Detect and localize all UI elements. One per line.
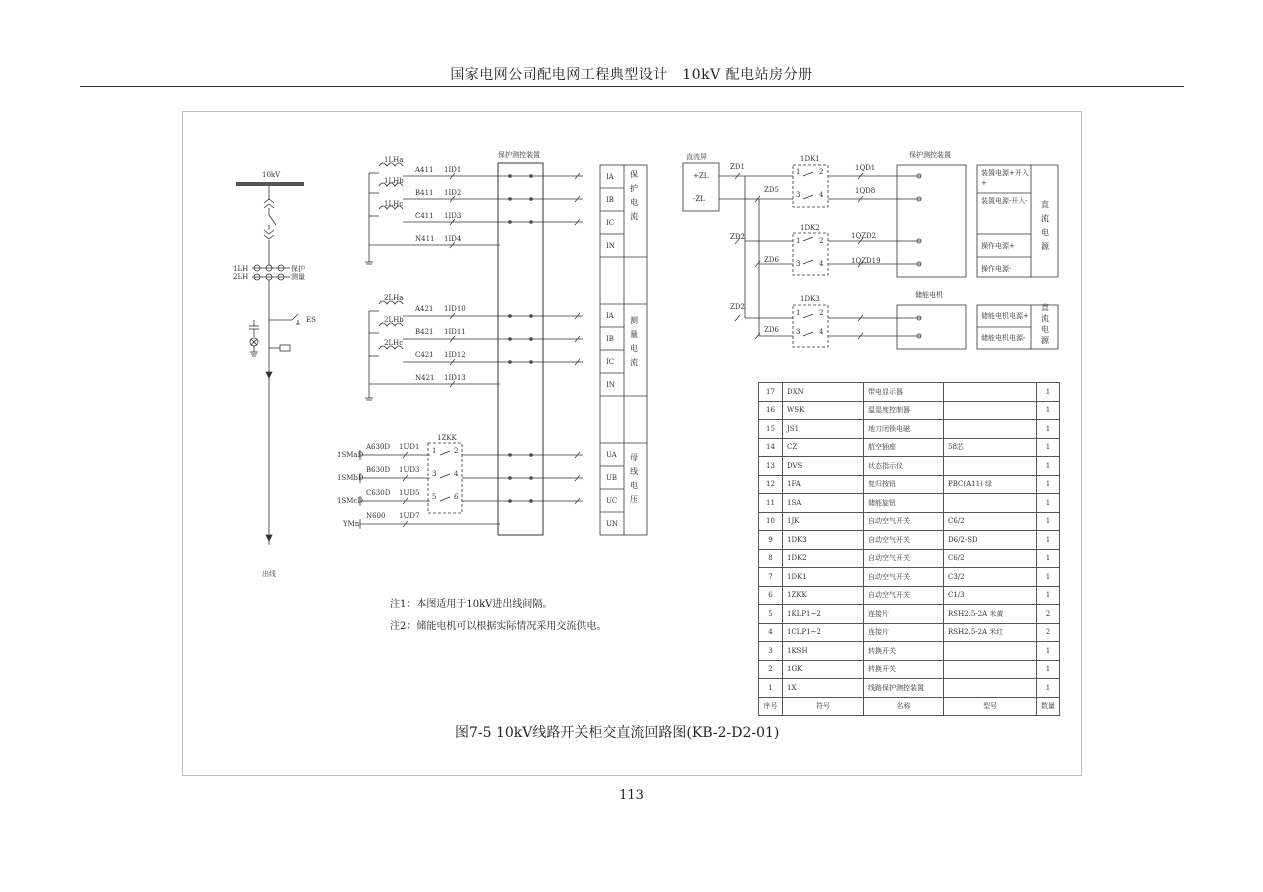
table-row <box>759 475 1060 494</box>
pin-label: 1 <box>796 168 801 176</box>
terminal-label: 1UD3 <box>399 466 420 474</box>
table-cell: 自动空气开关 <box>864 512 944 531</box>
breaker-label: 1DK2 <box>800 224 820 232</box>
document-header-title: 国家电网公司配电网工程典型设计 10kV 配电站房分册 <box>450 67 813 83</box>
sig-row: IB <box>606 196 614 204</box>
table-cell: 8 <box>759 549 783 568</box>
wire-label: C421 <box>415 351 434 359</box>
table-cell: 1 <box>1037 568 1060 587</box>
figure-caption: 图7-5 10kV线路开关柜交直流回路图(KB-2-D2-01) <box>455 725 780 741</box>
dc-device-label: 保护测控装置 <box>909 151 951 159</box>
table-row <box>759 660 1060 679</box>
dc-sig-row: 储能电机电源- <box>981 334 1026 342</box>
outgoing-label: 出线 <box>262 570 276 578</box>
table-cell: 1 <box>1037 383 1060 402</box>
pin-label: 2 <box>819 309 824 317</box>
ct-symbols <box>252 265 290 280</box>
terminal-label: 1ID1 <box>444 166 462 174</box>
breaker-label: 1DK1 <box>800 155 820 163</box>
table-cell: 2 <box>1037 623 1060 642</box>
terminal-label: 1ID12 <box>444 351 466 359</box>
table-row <box>759 531 1060 550</box>
terminal-label: ZD2 <box>730 303 745 311</box>
ct-label: 1LHb <box>384 177 404 185</box>
table-cell: 数量 <box>1037 697 1060 716</box>
table-cell: DXN <box>783 383 864 402</box>
table-cell: 1 <box>1037 420 1060 439</box>
table-cell: 5 <box>759 605 783 624</box>
sig-row: IC <box>606 219 615 227</box>
table-cell <box>944 401 1037 420</box>
ct-wiring <box>360 163 647 535</box>
table-cell: 1 <box>759 679 783 698</box>
table-cell: 1 <box>1037 660 1060 679</box>
dc-plus-label: +ZL <box>693 172 709 180</box>
table-header-row <box>759 697 1060 716</box>
sig-group-label: 测量电流 <box>630 316 638 367</box>
table-cell: 1 <box>1037 457 1060 476</box>
table-cell: 储能旋钮 <box>864 494 944 513</box>
table-cell <box>944 660 1037 679</box>
table-cell: WSK <box>783 401 864 420</box>
dc-sig-row: 操作电源+ <box>981 242 1015 250</box>
table-row <box>759 642 1060 661</box>
pin-label: 6 <box>454 493 459 501</box>
sig-row: IN <box>606 381 615 389</box>
table-cell: 13 <box>759 457 783 476</box>
wire-label: B421 <box>415 328 434 336</box>
table-cell: 9 <box>759 531 783 550</box>
dc-sig-row: 装置电源-开入- <box>981 197 1028 205</box>
table-row <box>759 420 1060 439</box>
pin-label: 3 <box>796 260 801 268</box>
dc-group-label: 直流电源 <box>1041 200 1049 251</box>
table-cell: C6/2 <box>944 549 1037 568</box>
terminal-label: ZD6 <box>764 326 779 334</box>
earth-switch-label: ES <box>306 316 316 324</box>
table-row <box>759 512 1060 531</box>
table-cell: 转换开关 <box>864 642 944 661</box>
table-cell: 航空插座 <box>864 438 944 457</box>
terminal-label: ZD1 <box>730 163 745 171</box>
terminal-label: 1QZD19 <box>851 257 881 265</box>
sig-row: IA <box>606 173 614 181</box>
table-cell: 11 <box>759 494 783 513</box>
busbar <box>236 182 304 186</box>
pin-label: 3 <box>796 191 801 199</box>
table-cell: 12 <box>759 475 783 494</box>
table-cell: 16 <box>759 401 783 420</box>
ct-label: 2LHc <box>384 339 404 347</box>
terminal-label: 1ID10 <box>444 305 466 313</box>
table-cell <box>944 420 1037 439</box>
table-row <box>759 568 1060 587</box>
table-cell: C3/2 <box>944 568 1037 587</box>
pin-label: 3 <box>796 328 801 336</box>
device-label: 保护测控装置 <box>498 151 540 159</box>
table-cell: 1 <box>1037 494 1060 513</box>
pin-label: 2 <box>819 237 824 245</box>
table-row <box>759 438 1060 457</box>
terminal-label: 1ID4 <box>444 235 462 243</box>
terminal-label: 1UD1 <box>399 443 420 451</box>
sig-row: IC <box>606 358 615 366</box>
table-cell: 1X <box>783 679 864 698</box>
source-label: YMn <box>343 520 360 528</box>
table-cell: C6/2 <box>944 512 1037 531</box>
ct-label: 1LHc <box>384 200 404 208</box>
table-cell: 1DK2 <box>783 549 864 568</box>
source-label: 1SMbD <box>337 474 364 482</box>
table-cell: 1 <box>1037 642 1060 661</box>
table-cell: 2 <box>1037 605 1060 624</box>
table-row <box>759 549 1060 568</box>
pin-label: 1 <box>796 309 801 317</box>
pin-label: 4 <box>819 191 824 199</box>
table-cell: 1 <box>1037 475 1060 494</box>
table-cell: 1 <box>1037 438 1060 457</box>
table-cell: 序号 <box>759 697 783 716</box>
wire-label: C630D <box>366 489 391 497</box>
pin-label: 2 <box>819 168 824 176</box>
sig-group-label: 母线电压 <box>630 453 638 504</box>
wire-label: N600 <box>366 512 386 520</box>
page-number: 113 <box>619 788 644 803</box>
table-cell <box>944 457 1037 476</box>
pin-label: 4 <box>819 328 824 336</box>
terminal-label: ZD2 <box>730 233 745 241</box>
pin-label: 1 <box>432 447 437 455</box>
motor-label: 储能电机 <box>915 291 943 299</box>
table-cell: 转换开关 <box>864 660 944 679</box>
ct2-label: 2LH <box>233 273 249 281</box>
table-cell: 1 <box>1037 586 1060 605</box>
table-cell <box>944 679 1037 698</box>
dc-minus-label: -ZL <box>693 195 705 203</box>
table-cell: 状态指示仪 <box>864 457 944 476</box>
table-cell: 名称 <box>864 697 944 716</box>
source-label: 1SMaD <box>337 451 364 459</box>
table-cell: 温湿度控制器 <box>864 401 944 420</box>
protection-device-box <box>498 163 543 535</box>
table-cell: 1SA <box>783 494 864 513</box>
ct2-use-label: 测量 <box>291 273 305 281</box>
table-cell: 型号 <box>944 697 1037 716</box>
wire-label: C411 <box>415 212 434 220</box>
table-row <box>759 586 1060 605</box>
sig-group-label: 保护电流 <box>630 170 638 221</box>
table-cell: 15 <box>759 420 783 439</box>
parts-list-table <box>758 382 1060 716</box>
note-2: 注2：储能电机可以根据实际情况采用交流供电。 <box>390 621 607 632</box>
source-label: 1SMcD <box>337 497 363 505</box>
sig-row: UA <box>606 451 617 459</box>
terminal-label: 1ID13 <box>444 374 466 382</box>
table-row <box>759 679 1060 698</box>
terminal-label: 1ID2 <box>444 189 462 197</box>
table-cell: 符号 <box>783 697 864 716</box>
table-cell: 1DK3 <box>783 531 864 550</box>
table-cell: 自动空气开关 <box>864 531 944 550</box>
table-cell <box>944 383 1037 402</box>
sig-row: IB <box>606 335 614 343</box>
dc-sig-row: 储能电机电源+ <box>981 312 1029 320</box>
pin-label: 3 <box>432 470 437 478</box>
terminal-label: 1QD1 <box>855 164 876 172</box>
ct1-use-label: 保护 <box>291 265 305 273</box>
terminal-label: 1ID3 <box>444 212 462 220</box>
wire-label: A630D <box>366 443 391 451</box>
table-cell: DVS <box>783 457 864 476</box>
dc-panel-label: 直流屏 <box>686 153 707 161</box>
table-cell: 14 <box>759 438 783 457</box>
table-cell: 17 <box>759 383 783 402</box>
table-cell: 1FA <box>783 475 864 494</box>
table-cell: 6 <box>759 586 783 605</box>
sig-row: UC <box>606 497 618 505</box>
sig-row: IN <box>606 242 615 250</box>
table-cell: 自动空气开关 <box>864 549 944 568</box>
table-row <box>759 457 1060 476</box>
dc-sig-row: 装置电源+开入+ <box>981 169 1029 187</box>
table-row <box>759 623 1060 642</box>
dc-sig-row: 操作电源- <box>981 265 1012 273</box>
table-cell: 10 <box>759 512 783 531</box>
table-cell: 1JK <box>783 512 864 531</box>
table-cell: 地刀闭锁电磁 <box>864 420 944 439</box>
terminal-label: ZD5 <box>764 186 779 194</box>
wire-label: A421 <box>415 305 434 313</box>
pin-label: 1 <box>796 237 801 245</box>
table-cell: C1/3 <box>944 586 1037 605</box>
table-row <box>759 401 1060 420</box>
table-cell: CZ <box>783 438 864 457</box>
pin-label: 2 <box>454 447 459 455</box>
table-cell: 1 <box>1037 531 1060 550</box>
table-row <box>759 383 1060 402</box>
wire-label: B411 <box>415 189 434 197</box>
table-cell: 1KSH <box>783 642 864 661</box>
terminal-label: 1ID11 <box>444 328 466 336</box>
pin-label: 5 <box>432 493 437 501</box>
table-cell: JS1 <box>783 420 864 439</box>
table-cell: 线路保护测控装置 <box>864 679 944 698</box>
table-cell: 自动空气开关 <box>864 586 944 605</box>
table-row <box>759 494 1060 513</box>
table-cell: 带电显示器 <box>864 383 944 402</box>
table-row <box>759 605 1060 624</box>
ct1-label: 1LH <box>233 265 249 273</box>
terminal-label: ZD6 <box>764 256 779 264</box>
wire-label: B630D <box>366 466 391 474</box>
table-cell: PBC(A11) 绿 <box>944 475 1037 494</box>
table-cell: 1CLP1~2 <box>783 623 864 642</box>
table-cell: RSH2.5-2A 米红 <box>944 623 1037 642</box>
switch-label: 1ZKK <box>437 434 457 442</box>
ct-label: 2LHb <box>384 316 404 324</box>
table-cell: 1 <box>1037 401 1060 420</box>
table-cell: 复归按钮 <box>864 475 944 494</box>
ct-label: 1LHa <box>384 156 404 164</box>
table-cell: 3 <box>759 642 783 661</box>
table-cell: 1ZKK <box>783 586 864 605</box>
terminal-label: 1QD8 <box>855 187 876 195</box>
note-1: 注1：本图适用于10kV进出线间隔。 <box>390 599 553 610</box>
ct-label: 2LHa <box>384 294 404 302</box>
table-cell <box>944 494 1037 513</box>
single-line-diagram <box>236 182 304 545</box>
table-cell: 1 <box>1037 549 1060 568</box>
sig-row: IA <box>606 312 614 320</box>
wire-label: A411 <box>415 166 434 174</box>
table-cell: 7 <box>759 568 783 587</box>
table-cell: 1GK <box>783 660 864 679</box>
disconnect-switch <box>269 215 276 225</box>
table-cell: 1 <box>1037 679 1060 698</box>
table-cell: 自动空气开关 <box>864 568 944 587</box>
table-cell: 58芯 <box>944 438 1037 457</box>
table-cell: 连接片 <box>864 605 944 624</box>
table-cell: 2 <box>759 660 783 679</box>
table-cell: 1 <box>1037 512 1060 531</box>
pin-label: 4 <box>454 470 459 478</box>
dc-group-label: 直流电源 <box>1041 303 1049 345</box>
wire-label: N421 <box>415 374 435 382</box>
terminal-label: 1UD7 <box>399 512 420 520</box>
table-cell: RSH2.5-2A 米黄 <box>944 605 1037 624</box>
sig-row: UB <box>606 474 618 482</box>
sig-row: UN <box>606 520 619 528</box>
table-cell: 连接片 <box>864 623 944 642</box>
bus-voltage-label: 10kV <box>262 171 281 179</box>
table-cell: D6/2-SD <box>944 531 1037 550</box>
table-cell: 1KLP1~2 <box>783 605 864 624</box>
terminal-label: 1UD5 <box>399 489 420 497</box>
table-cell: 1DK1 <box>783 568 864 587</box>
table-cell <box>944 642 1037 661</box>
wire-label: N411 <box>415 235 435 243</box>
terminal-label: 1QZD2 <box>851 232 877 240</box>
pin-label: 4 <box>819 260 824 268</box>
table-cell: 4 <box>759 623 783 642</box>
breaker-label: 1DK3 <box>800 295 820 303</box>
